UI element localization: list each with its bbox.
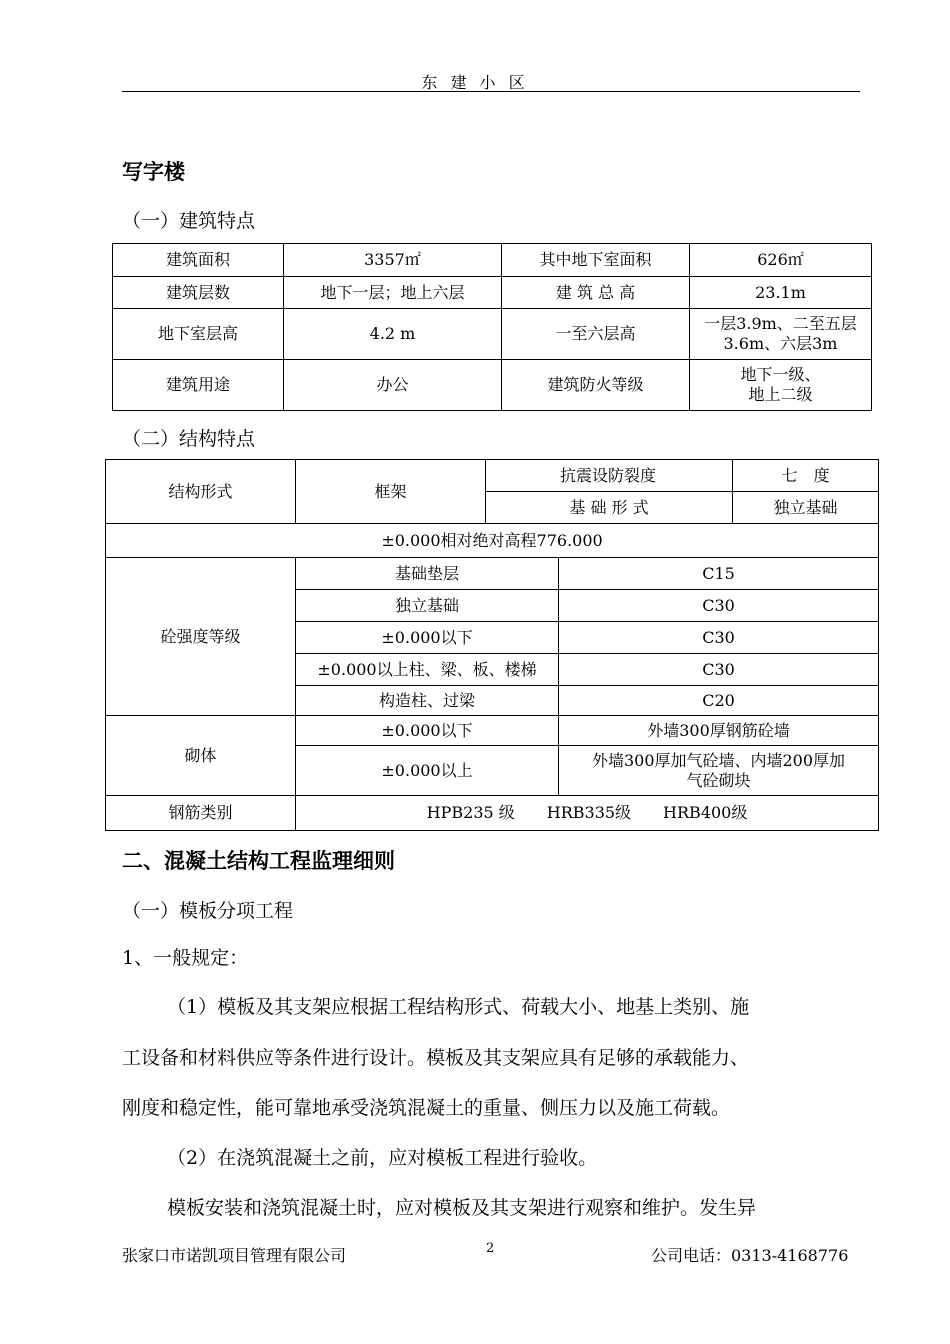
table-cell: ±0.000以上 [296,746,559,796]
table-cell: 独立基础 [296,590,559,622]
table-cell: C30 [559,590,879,622]
cell-line: 地上二级 [748,385,813,404]
footer-phone: 公司电话：0313-4168776 [651,1246,849,1265]
paragraph-line: 工设备和材料供应等条件进行设计。模板及其支架应具有足够的承载能力、 [122,1047,750,1069]
item-heading: 1、一般规定： [122,947,249,969]
table-cell: C20 [559,686,879,716]
paragraph-line: （2）在浇筑混凝土之前，应对模板工程进行验收。 [167,1147,598,1169]
table-row [113,277,872,309]
table-cell: 框架 [296,460,486,524]
table-cell: ±0.000相对绝对高程776.000 [106,524,879,558]
table-cell: HPB235 级 HRB335级 HRB400级 [296,796,879,831]
section-title-concrete: 二、混凝土结构工程监理细则 [122,848,395,873]
table-cell: 砌体 [106,716,296,796]
table-row [106,524,879,558]
table-cell: 建筑防火等级 [502,360,690,411]
table-cell: C30 [559,654,879,686]
table-cell: 一至六层高 [502,309,690,360]
footer-company: 张家口市诺凯项目管理有限公司 [122,1246,347,1265]
structure-features-table [105,459,879,831]
table-cell: ±0.000以下 [296,622,559,654]
table-cell: 办公 [284,360,502,411]
table-row [113,360,872,411]
table-cell: 七 度 [733,460,879,492]
building-features-table [112,243,872,411]
table-cell: 建筑面积 [113,244,284,277]
table-cell: 地下一层；地上六层 [284,277,502,309]
table-row [106,558,879,590]
table-cell: C30 [559,622,879,654]
table-cell: 建筑用途 [113,360,284,411]
table-cell: 4.2 m [284,309,502,360]
cell-line: 地下一级、 [740,365,821,384]
table-cell: 基 础 形 式 [486,492,733,524]
subsection-structure-features: （二）结构特点 [122,428,256,450]
table-cell-multiline [690,360,872,411]
table-cell: 23.1m [690,277,872,309]
table-cell: 结构形式 [106,460,296,524]
page-header-title: 东 建 小 区 [421,73,529,92]
cell-line: 3.6m、六层3m [723,334,838,353]
subsection-building-features: （一）建筑特点 [122,210,256,232]
paragraph-line: 模板安装和浇筑混凝土时，应对模板及其支架进行观察和维护。发生异 [167,1197,757,1219]
table-cell: 建筑层数 [113,277,284,309]
paragraph-line: （1）模板及其支架应根据工程结构形式、荷载大小、地基上类别、施 [167,996,750,1018]
table-cell-multiline [559,746,879,796]
table-row [113,244,872,277]
table-cell: 626㎡ [690,244,872,277]
section-title-office: 写字楼 [122,159,185,184]
header-divider [122,91,860,92]
table-row [106,796,879,831]
table-cell: 构造柱、过梁 [296,686,559,716]
table-row [106,716,879,746]
table-cell: 3357㎡ [284,244,502,277]
table-row [113,309,872,360]
table-cell: 砼强度等级 [106,558,296,716]
table-row [106,460,879,492]
cell-line: 气砼砌块 [686,770,751,790]
table-cell: 建 筑 总 高 [502,277,690,309]
page-number: 2 [486,1241,495,1256]
table-cell-multiline [690,309,872,360]
table-cell: C15 [559,558,879,590]
cell-line: 外墙300厚加气砼墙、内墙200厚加 [591,750,846,770]
table-cell: ±0.000以下 [296,716,559,746]
cell-line: 一层3.9m、二至五层 [704,314,857,333]
table-cell: 外墙300厚钢筋砼墙 [559,716,879,746]
table-cell: 其中地下室面积 [502,244,690,277]
table-cell: 基础垫层 [296,558,559,590]
table-cell: 钢筋类别 [106,796,296,831]
paragraph-line: 刚度和稳定性，能可靠地承受浇筑混凝土的重量、侧压力以及施工荷载。 [122,1097,731,1119]
table-cell: 地下室层高 [113,309,284,360]
table-cell: 独立基础 [733,492,879,524]
table-cell: ±0.000以上柱、梁、板、楼梯 [296,654,559,686]
table-cell: 抗震设防裂度 [486,460,733,492]
subsection-formwork: （一）模板分项工程 [122,900,294,922]
